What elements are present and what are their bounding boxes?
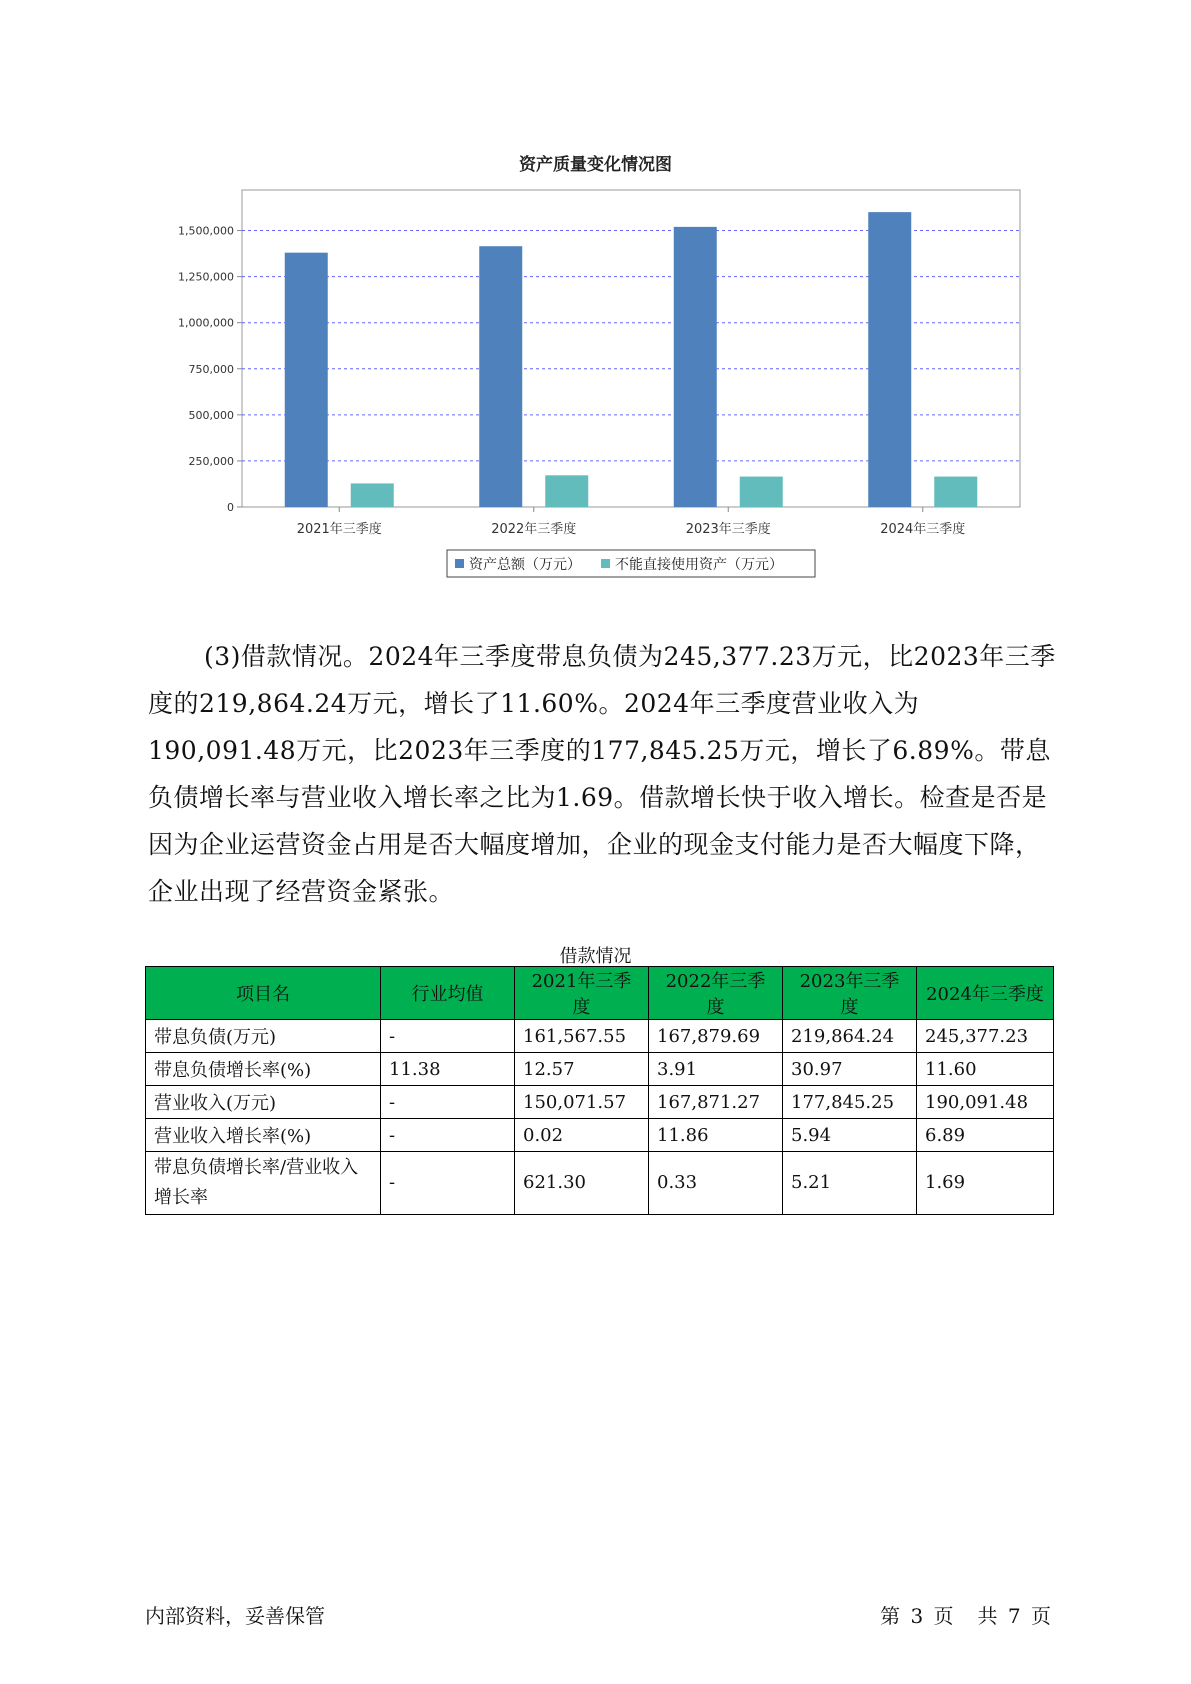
table-cell: 30.97 [783,1053,917,1086]
table-row [146,1119,1054,1152]
table-row [146,1152,1054,1215]
footer-page-number: 第 3 页 共 7 页 [880,1604,1053,1628]
legend-label: 资产总额（万元） [469,557,581,573]
bar-unusable-assets [545,475,588,507]
legend-label: 不能直接使用资产（万元） [615,557,783,573]
table-cell: 177,845.25 [783,1086,917,1119]
bar-total-assets [479,246,522,507]
bar-total-assets [868,212,911,507]
table-cell: 219,864.24 [783,1020,917,1053]
table-caption: 借款情况 [559,946,632,967]
table-cell: - [381,1020,515,1053]
table-cell: 11.86 [649,1119,783,1152]
header-2024q3: 2024年三季度 [917,967,1054,1020]
header-item-name: 项目名 [146,967,381,1020]
table-cell: 167,871.27 [649,1086,783,1119]
x-tick-label: 2024年三季度 [880,522,966,537]
table-cell: 161,567.55 [515,1020,649,1053]
table-cell: 3.91 [649,1053,783,1086]
table-cell: 11.38 [381,1053,515,1086]
y-tick-label: 1,250,000 [178,270,234,284]
loan-paragraph [148,633,1058,915]
x-tick-label: 2021年三季度 [296,522,382,537]
table-cell: 带息负债增长率/营业收入增长率 [146,1152,381,1215]
y-tick-label: 1,000,000 [178,316,234,330]
table-cell: 12.57 [515,1053,649,1086]
table-row [146,1020,1054,1053]
table-cell: 5.21 [783,1152,917,1215]
table-row [146,1053,1054,1086]
table-cell: 167,879.69 [649,1020,783,1053]
header-2022q3: 2022年三季度 [649,967,783,1020]
table-cell: 5.94 [783,1119,917,1152]
table-cell: 245,377.23 [917,1020,1054,1053]
bar-unusable-assets [740,477,783,507]
legend-swatch [455,559,464,568]
chart-title: 资产质量变化情况图 [519,155,672,175]
footer-confidential-note: 内部资料，妥善保管 [145,1604,325,1628]
table-header-row [146,967,1054,1020]
table-cell: 营业收入(万元) [146,1086,381,1119]
table-cell: - [381,1119,515,1152]
table-cell: 621.30 [515,1152,649,1215]
table-row [146,1086,1054,1119]
y-tick-label: 0 [227,501,234,514]
table-cell: 11.60 [917,1053,1054,1086]
y-tick-label: 1,500,000 [178,224,234,238]
header-industry-avg: 行业均值 [381,967,515,1020]
bar-total-assets [285,253,328,507]
header-2023q3: 2023年三季度 [783,967,917,1020]
table-cell: - [381,1086,515,1119]
table-cell: 1.69 [917,1152,1054,1215]
table-cell: 6.89 [917,1119,1054,1152]
y-tick-label: 500,000 [188,408,234,422]
table-cell: 营业收入增长率(%) [146,1119,381,1152]
table-cell: - [381,1152,515,1215]
table-cell: 0.33 [649,1152,783,1215]
asset-quality-chart [150,178,966,573]
header-2021q3: 2021年三季度 [515,967,649,1020]
y-tick-label: 250,000 [188,454,234,468]
table-cell: 带息负债(万元) [146,1020,381,1053]
bar-unusable-assets [351,483,394,507]
x-tick-label: 2023年三季度 [685,522,771,537]
table-cell: 190,091.48 [917,1086,1054,1119]
table-cell: 150,071.57 [515,1086,649,1119]
table-cell: 带息负债增长率(%) [146,1053,381,1086]
bar-total-assets [674,227,717,507]
legend-swatch [601,559,610,568]
loan-table [145,966,1054,1215]
x-tick-label: 2022年三季度 [491,522,577,537]
bar-unusable-assets [934,477,977,507]
table-cell: 0.02 [515,1119,649,1152]
loan-paragraph-text: (3)借款情况。2024年三季度带息负债为245,377.23万元，比2023年三季度的219,864.24万元，增长了11.60%。2024年三季度营业收入为190,091.48万元，比2023年三季度的177,845.25万元，增长了6.89%。带息负债增长率与营业收入增长率之比为1.69。借款增长快于收入增长。检查是否是因为企业运营资金占用是否大幅度增加，企业的现金支付能力是否大幅度下降，企业出现了经营资金紧张。 [148,642,1056,906]
y-tick-label: 750,000 [188,362,234,376]
